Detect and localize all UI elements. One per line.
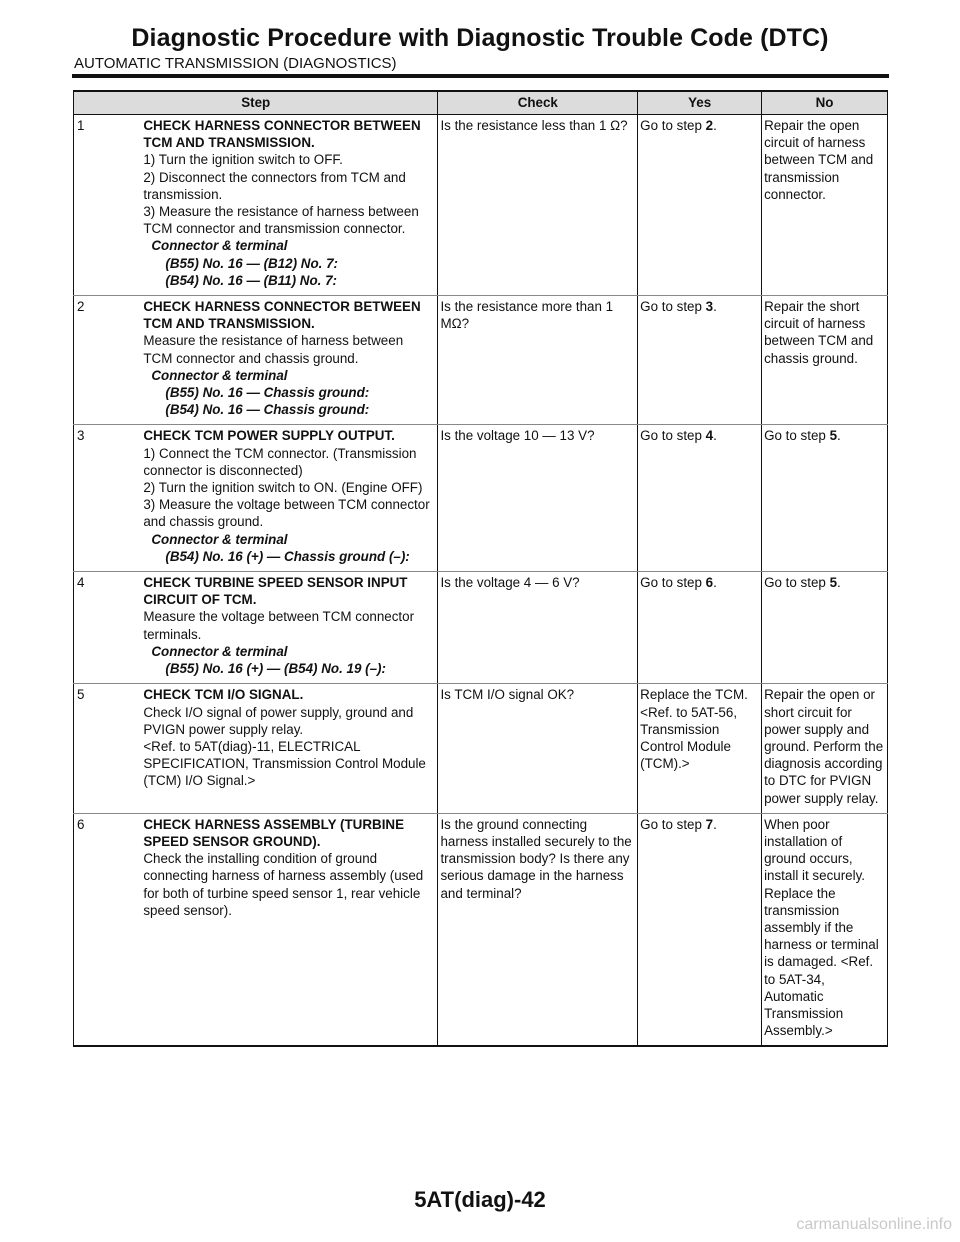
yes-text-end: . — [713, 816, 717, 832]
connector-terminal-label: Connector & terminal — [151, 238, 288, 254]
step-title: CHECK TCM POWER SUPPLY OUTPUT. — [143, 428, 395, 444]
yes-text: Go to step — [640, 118, 706, 133]
no-cell — [762, 425, 888, 572]
page-title: Diagnostic Procedure with Diagnostic Trouble Code (DTC) — [131, 24, 829, 52]
step-instruction: 3) Measure the voltage between TCM connector and chassis ground. — [143, 497, 430, 530]
step-number: 6 — [74, 813, 144, 1046]
table-row — [74, 813, 888, 1046]
step-title: CHECK HARNESS ASSEMBLY (TURBINE SPEED SENSOR GROUND). — [143, 816, 405, 849]
no-column-header: No — [762, 91, 888, 115]
yes-step-number: 4 — [705, 428, 714, 444]
step-cell — [143, 296, 438, 425]
no-text-end: . — [837, 575, 841, 591]
connector-terminal-label: Connector & terminal — [151, 643, 288, 659]
step-instruction: <Ref. to 5AT(diag)-11, ELECTRICAL SPECIFICATION, Transmission Control Module (TCM) I/O Signal.> — [143, 738, 426, 789]
step-cell — [143, 813, 438, 1046]
no-text: Repair the open or short circuit for power supply and ground. Perform the diagnosis according to DTC for PVIGN power supply relay. — [764, 687, 884, 806]
step-number: 3 — [74, 425, 144, 572]
yes-text-end: . — [713, 428, 717, 444]
no-cell — [762, 813, 888, 1046]
yes-cell — [638, 115, 762, 296]
no-text: When poor installation of ground occurs, install it securely. Replace the transmission assembly if the harness or terminal is damaged. <Ref. to 5AT-34, Automatic Transmission Assembly.> — [764, 816, 879, 1039]
connector-terminal-label: Connector & terminal — [151, 367, 288, 383]
no-cell — [762, 572, 888, 684]
check-cell: Is the voltage 4 — 6 V? — [438, 572, 638, 684]
step-instruction: 2) Disconnect the connectors from TCM and transmission. — [143, 169, 406, 202]
yes-cell — [638, 425, 762, 572]
yes-cell — [638, 572, 762, 684]
yes-text: Go to step — [640, 428, 706, 444]
step-cell — [143, 684, 438, 813]
connector-terminal-detail: (B55) No. 16 — Chassis ground: — [165, 385, 370, 401]
no-text: Repair the open circuit of harness between TCM and transmission connector. — [764, 118, 874, 202]
header-divider — [72, 74, 889, 78]
check-cell: Is the resistance less than 1 Ω? — [438, 115, 638, 296]
step-number: 2 — [74, 296, 144, 425]
table-row — [74, 296, 888, 425]
no-text: Repair the short circuit of harness between TCM and chassis ground. — [764, 299, 874, 366]
watermark: carmanualsonline.info — [796, 1216, 952, 1233]
no-cell — [762, 684, 888, 813]
check-cell: Is TCM I/O signal OK? — [438, 684, 638, 813]
table-header-row — [74, 91, 888, 115]
yes-text: Replace the TCM. <Ref. to 5AT-56, Transmission Control Module (TCM).> — [640, 687, 748, 772]
connector-terminal-detail: (B54) No. 16 — Chassis ground: — [165, 402, 370, 418]
table-row — [74, 115, 888, 296]
step-instruction: Check the installing condition of ground connecting harness of harness assembly (used for both of turbine speed sensor 1, rear vehicle speed sensor). — [143, 851, 424, 918]
yes-text-end: . — [713, 118, 717, 133]
table-body — [74, 115, 888, 1047]
yes-column-header: Yes — [638, 91, 762, 115]
yes-cell — [638, 813, 762, 1046]
step-number: 5 — [74, 684, 144, 813]
step-number: 4 — [74, 572, 144, 684]
step-cell — [143, 425, 438, 572]
connector-terminal-label: Connector & terminal — [151, 531, 288, 547]
step-instruction: Measure the resistance of harness between TCM connector and chassis ground. — [143, 333, 404, 366]
yes-text-end: . — [713, 575, 717, 591]
yes-cell — [638, 684, 762, 813]
yes-step-number: 2 — [705, 118, 714, 133]
check-cell: Is the resistance more than 1 MΩ? — [438, 296, 638, 425]
yes-text: Go to step — [640, 816, 706, 832]
no-text: Go to step — [764, 428, 830, 444]
step-instruction: Measure the voltage between TCM connector terminals. — [143, 609, 415, 642]
step-instruction: 1) Turn the ignition switch to OFF. — [143, 152, 343, 168]
table-row — [74, 425, 888, 572]
step-title: CHECK HARNESS CONNECTOR BETWEEN TCM AND TRANSMISSION. — [143, 118, 421, 151]
step-instruction: Check I/O signal of power supply, ground and PVIGN power supply relay. — [143, 704, 414, 737]
connector-terminal-detail: (B55) No. 16 (+) — (B54) No. 19 (–): — [165, 661, 386, 677]
no-cell — [762, 296, 888, 425]
yes-text: Go to step — [640, 575, 706, 591]
connector-terminal-detail: (B54) No. 16 — (B11) No. 7: — [165, 272, 337, 288]
step-instruction: 1) Connect the TCM connector. (Transmission connector is disconnected) — [143, 445, 417, 478]
diagnostic-table — [73, 90, 888, 1047]
table-row — [74, 572, 888, 684]
step-cell — [143, 572, 438, 684]
yes-cell — [638, 296, 762, 425]
table-row — [74, 684, 888, 813]
section-subtitle: AUTOMATIC TRANSMISSION (DIAGNOSTICS) — [74, 55, 397, 72]
yes-step-number: 6 — [705, 575, 714, 591]
yes-text-end: . — [713, 299, 717, 315]
step-number: 1 — [74, 115, 144, 296]
check-column-header: Check — [438, 91, 638, 115]
step-column-header: Step — [74, 91, 438, 115]
no-step-number: 5 — [829, 428, 838, 444]
connector-terminal-detail: (B54) No. 16 (+) — Chassis ground (–): — [165, 548, 410, 564]
yes-step-number: 3 — [705, 299, 714, 315]
yes-step-number: 7 — [705, 816, 714, 832]
step-cell — [143, 115, 438, 296]
yes-text: Go to step — [640, 299, 706, 315]
step-title: CHECK TCM I/O SIGNAL. — [143, 687, 304, 703]
check-cell: Is the voltage 10 — 13 V? — [438, 425, 638, 572]
check-cell: Is the ground connecting harness installed securely to the transmission body? Is there any serious damage in the harness and terminal? — [438, 813, 638, 1046]
no-text: Go to step — [764, 575, 830, 591]
step-instruction: 2) Turn the ignition switch to ON. (Engine OFF) — [143, 480, 423, 496]
step-title: CHECK HARNESS CONNECTOR BETWEEN TCM AND TRANSMISSION. — [143, 299, 421, 332]
connector-terminal-detail: (B55) No. 16 — (B12) No. 7: — [165, 255, 338, 271]
no-cell — [762, 115, 888, 296]
page-number: 5AT(diag)-42 — [414, 1187, 546, 1212]
no-step-number: 5 — [829, 575, 838, 591]
step-instruction: 3) Measure the resistance of harness between TCM connector and transmission connector. — [143, 204, 419, 237]
no-text-end: . — [837, 428, 841, 444]
step-title: CHECK TURBINE SPEED SENSOR INPUT CIRCUIT OF TCM. — [143, 575, 408, 608]
